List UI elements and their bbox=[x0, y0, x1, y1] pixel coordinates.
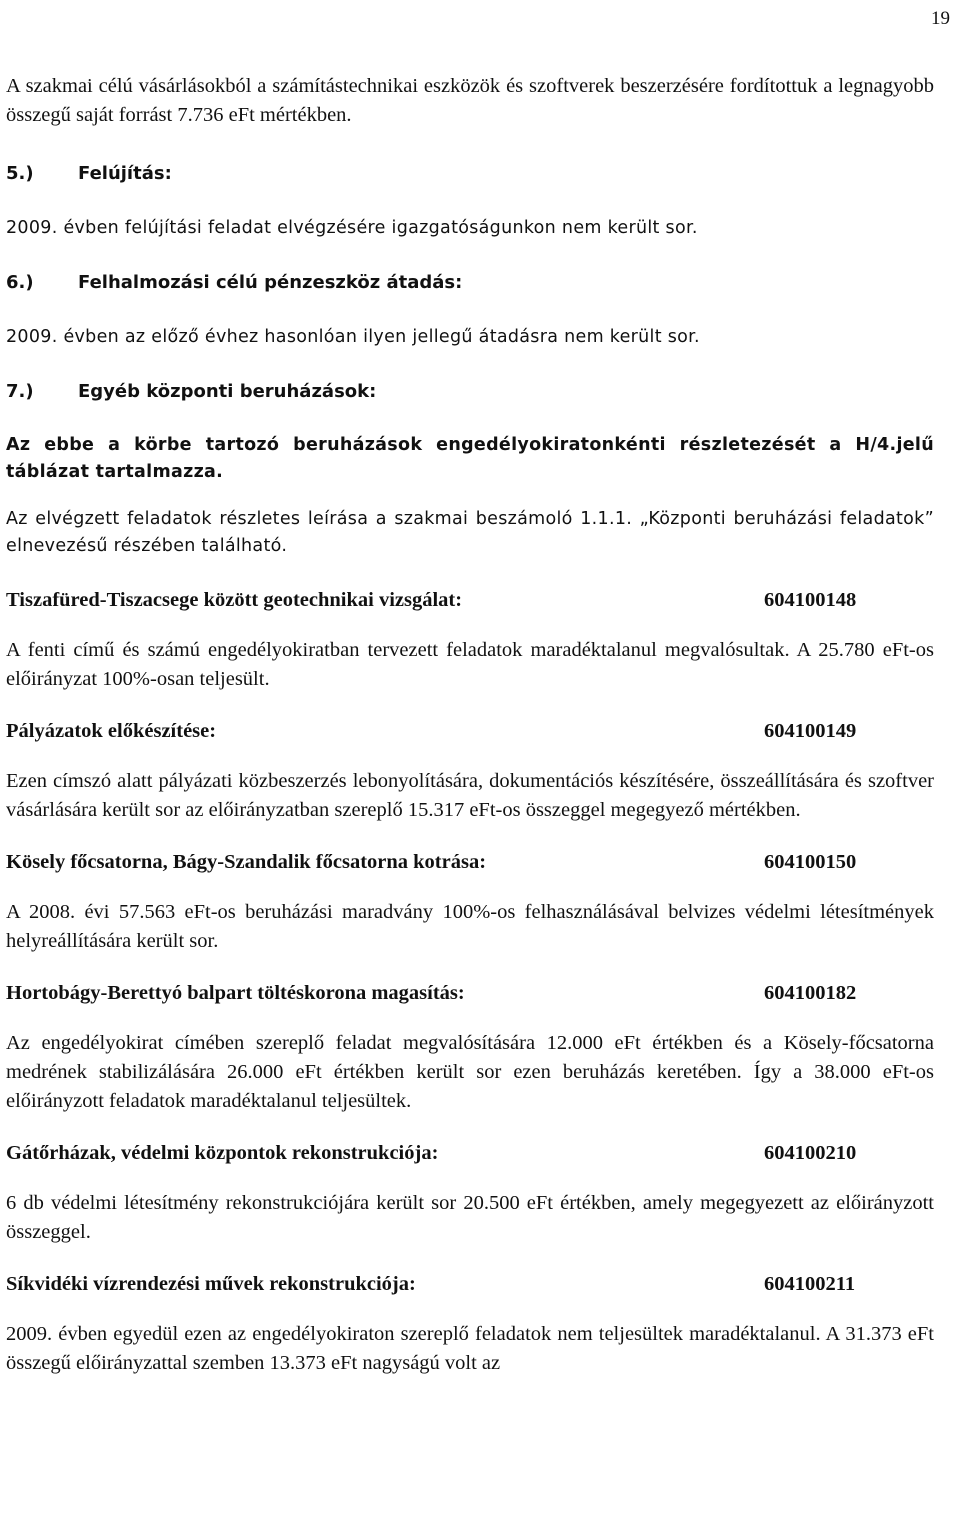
item-1-heading bbox=[6, 586, 934, 615]
item-1-title: Tiszafüred-Tiszacsege között geotechnikai vizsgálat: bbox=[6, 589, 463, 611]
document-body bbox=[6, 72, 934, 1378]
item-4-text: Az engedélyokirat címében szereplő feladat megvalósítására 12.000 eFt értékben és a Kösely-főcsatorna medrének stabilizálására 26.000 eFt értékben került sor ezen beruházás keretében. Így a 38.000 eFt-os előirányzott feladatok maradéktalanul teljesültek. bbox=[6, 1032, 934, 1112]
item-3-code: 604100150 bbox=[764, 851, 857, 873]
item-6-code: 604100211 bbox=[764, 1273, 856, 1295]
section-5-title: Felújítás: bbox=[78, 163, 172, 184]
item-4-title: Hortobágy-Berettyó balpart töltéskorona magasítás: bbox=[6, 982, 465, 1004]
item-6-text: 2009. évben egyedül ezen az engedélyokiraton szereplő feladatok nem teljesültek maradéktalanul. A 31.373 eFt összegű előirányzattal szemben 13.373 eFt nagyságú volt az bbox=[6, 1323, 934, 1374]
section-5-heading bbox=[6, 159, 934, 188]
item-5-code: 604100210 bbox=[764, 1142, 857, 1164]
section-6-title: Felhalmozási célú pénzeszköz átadás: bbox=[78, 272, 463, 293]
item-6-title: Síkvidéki vízrendezési művek rekonstrukciója: bbox=[6, 1273, 416, 1295]
item-4-heading bbox=[6, 979, 934, 1008]
item-5-title: Gátőrházak, védelmi központok rekonstrukciója: bbox=[6, 1142, 439, 1164]
section-7-number: 7.) bbox=[6, 381, 34, 402]
item-6-heading bbox=[6, 1270, 934, 1299]
section-7-heading bbox=[6, 377, 934, 406]
item-1-code: 604100148 bbox=[764, 589, 857, 611]
section-6-text: 2009. évben az előző évhez hasonlóan ilyen jellegű átadásra nem került sor. bbox=[6, 327, 700, 347]
item-2-code: 604100149 bbox=[764, 720, 857, 742]
section-7-bold-text: Az ebbe a körbe tartozó beruházások engedélyokiratonkénti részletezését a H/4.jelű táblázat tartalmazza. bbox=[6, 435, 934, 482]
section-7-text: Az elvégzett feladatok részletes leírása a szakmai beszámoló 1.1.1. „Központi beruházási feladatok” elnevezésű részében található. bbox=[6, 509, 934, 556]
item-3-text: A 2008. évi 57.563 eFt-os beruházási maradvány 100%-os felhasználásával belvizes védelmi létesítmények helyreállítására került sor. bbox=[6, 901, 934, 952]
item-2-title: Pályázatok előkészítése: bbox=[6, 720, 217, 742]
intro-paragraph: A szakmai célú vásárlásokból a számítástechnikai eszközök és szoftverek beszerzésére fordítottuk a legnagyobb összegű saját forrást 7.736 eFt mértékben. bbox=[6, 75, 934, 126]
item-5-heading bbox=[6, 1139, 934, 1168]
page-number: 19 bbox=[931, 8, 950, 29]
item-1-text: A fenti című és számú engedélyokiratban tervezett feladatok maradéktalanul megvalósultak. A 25.780 eFt-os előirányzat 100%-osan teljesült. bbox=[6, 639, 934, 690]
item-3-title: Kösely főcsatorna, Bágy-Szandalik főcsatorna kotrása: bbox=[6, 851, 487, 873]
section-5-text: 2009. évben felújítási feladat elvégzésére igazgatóságunkon nem került sor. bbox=[6, 218, 698, 238]
item-4-code: 604100182 bbox=[764, 982, 857, 1004]
section-5-number: 5.) bbox=[6, 163, 34, 184]
item-2-text: Ezen címszó alatt pályázati közbeszerzés lebonyolítására, dokumentációs készítésére, összeállítására és szoftver vásárlására került sor az előirányzatban szereplő 15.317 eFt-os összeggel megegyező mértékben. bbox=[6, 770, 934, 821]
section-7-title: Egyéb központi beruházások: bbox=[78, 381, 377, 402]
item-3-heading bbox=[6, 848, 934, 877]
section-6-heading bbox=[6, 268, 934, 297]
item-5-text: 6 db védelmi létesítmény rekonstrukciójára került sor 20.500 eFt értékben, amely megegyezett az előirányzott összeggel. bbox=[6, 1192, 934, 1243]
item-2-heading bbox=[6, 717, 934, 746]
section-6-number: 6.) bbox=[6, 272, 34, 293]
